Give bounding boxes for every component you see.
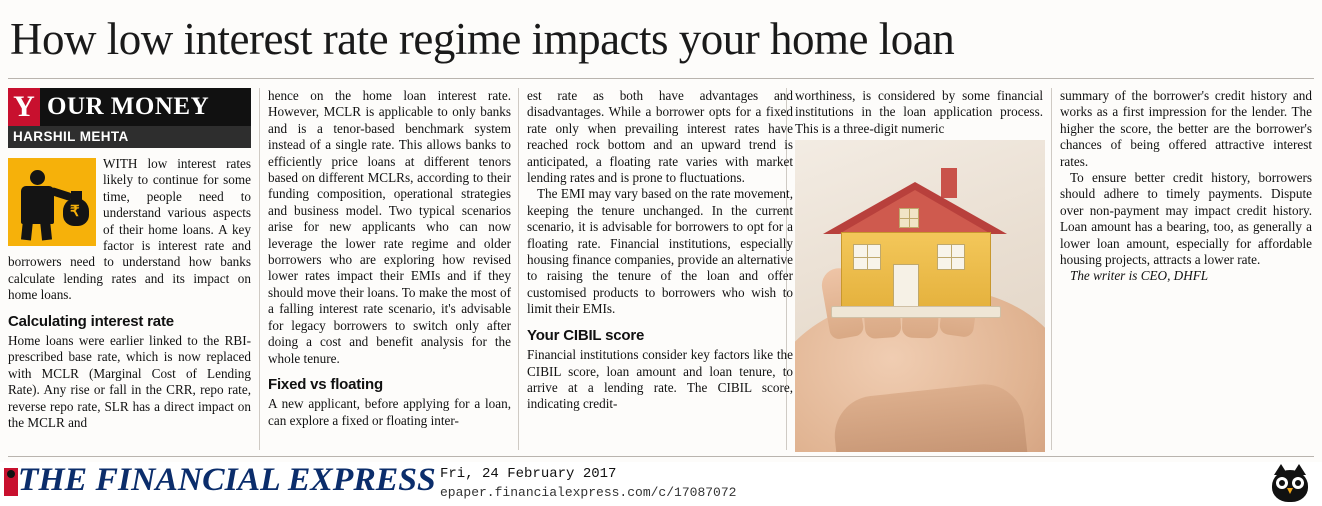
epaper-url[interactable]: epaper.financialexpress.com/c/17087072 <box>440 485 737 500</box>
footer-bar <box>0 462 1322 506</box>
article-column-4 <box>795 88 1043 137</box>
house-illustration <box>833 182 998 310</box>
page-title: How low interest rate regime impacts your home loan <box>10 14 955 64</box>
subheading-calculating-interest-rate: Calculating interest rate <box>8 312 174 330</box>
subheading-your-cibil-score: Your CIBIL score <box>527 326 645 344</box>
masthead-mark-icon <box>4 468 18 496</box>
byline: HARSHIL MEHTA <box>8 126 251 148</box>
owl-icon <box>1270 464 1310 504</box>
publication-name: THE FINANCIAL EXPRESS <box>17 462 436 498</box>
lead-block <box>8 156 251 304</box>
article-column-1 <box>8 88 251 432</box>
writer-note: The writer is CEO, DHFL <box>1070 268 1209 284</box>
section-badge-letter: Y <box>8 88 40 126</box>
paragraph: To ensure better credit history, borrowers should adhere to timely payments. Dispute over non-payment may impact credit history. Loan amount has a bearing, too, as generally a lower loan amount, especially for affordable housing projects, attracts a lower rate. <box>1060 170 1312 268</box>
subheading-fixed-vs-floating: Fixed vs floating <box>268 375 383 393</box>
paragraph: Home loans were earlier linked to the RBI-prescribed base rate, which is now replaced with MCLR (Marginal Cost of Lending Rate). Any rise or fall in the CRR, repo rate, reverse repo rate, SLR has a direct impact on the MCLR and <box>8 333 251 431</box>
paragraph: est rate as both have advantages and disadvantages. While a borrower opts for a fixed rate only when prevailing interest rates have reached rock bottom and an upward trend is anticipated, a floating rate varies with market lending rates and is prone to fluctuations. <box>527 88 793 186</box>
column-divider-4 <box>1051 88 1052 450</box>
house-in-hand-photo <box>795 140 1045 452</box>
businessman-with-money-bag-icon: ₹ <box>8 158 96 246</box>
column-divider-2 <box>518 88 519 450</box>
paragraph: worthiness, is considered by some financial institutions in the loan application process. This is a three-digit numeric <box>795 88 1043 136</box>
paragraph: Financial institutions consider key factors like the CIBIL score, loan amount and loan tenure, to arrive at a lending rate. The CIBIL score, indicating credit- <box>527 347 793 412</box>
publication-date: Fri, 24 February 2017 <box>440 466 617 482</box>
paragraph: summary of the borrower's credit history and works as a first impression for the lender. The higher the score, the better are the borrower's chances of being offered attractive interest rates. <box>1060 88 1312 169</box>
column-divider-1 <box>259 88 260 450</box>
section-banner <box>8 88 251 126</box>
paragraph: The EMI may vary based on the rate movement, keeping the tenure unchanged. In the current scenario, it is advisable for borrowers to opt for a floating rate. Financial institutions, especially housing finance companies, provide an alternative to raising the tenure of the loan and offer customised products to borrowers who wish to limit their EMIs. <box>527 186 793 317</box>
article-column-5 <box>1060 88 1312 285</box>
divider-bottom <box>8 456 1314 457</box>
lead-paragraph: WITH low interest rates likely to continue for some time, people need to understand various aspects of their home loans. A key factor is interest rate and borrowers need to understand how banks calculate lending rates and its impact on home loans. <box>8 156 251 303</box>
article-column-3 <box>527 88 793 413</box>
article-column-2 <box>268 88 511 429</box>
section-title: OUR MONEY <box>47 92 210 120</box>
paragraph: A new applicant, before applying for a loan, can explore a fixed or floating inter- <box>268 396 511 428</box>
paragraph: hence on the home loan interest rate. However, MCLR is applicable to only banks and is a tenor-based benchmark system instead of a single rate. This allows banks to efficiently price loans at different tenors based on different MCLRs, according to their funding composition, operational strategies and business model. Two typical scenarios arise for new applicants who can now leverage the lower rate regime and older borrowers who are exploring how revised lower rates impact their EMIs and if they should move their loans. To make the most of a falling interest rate scenario, it's advisable for legacy borrowers to switch only after doing a cost and benefit analysis for the whole tenure. <box>268 88 511 366</box>
divider-top <box>8 78 1314 79</box>
